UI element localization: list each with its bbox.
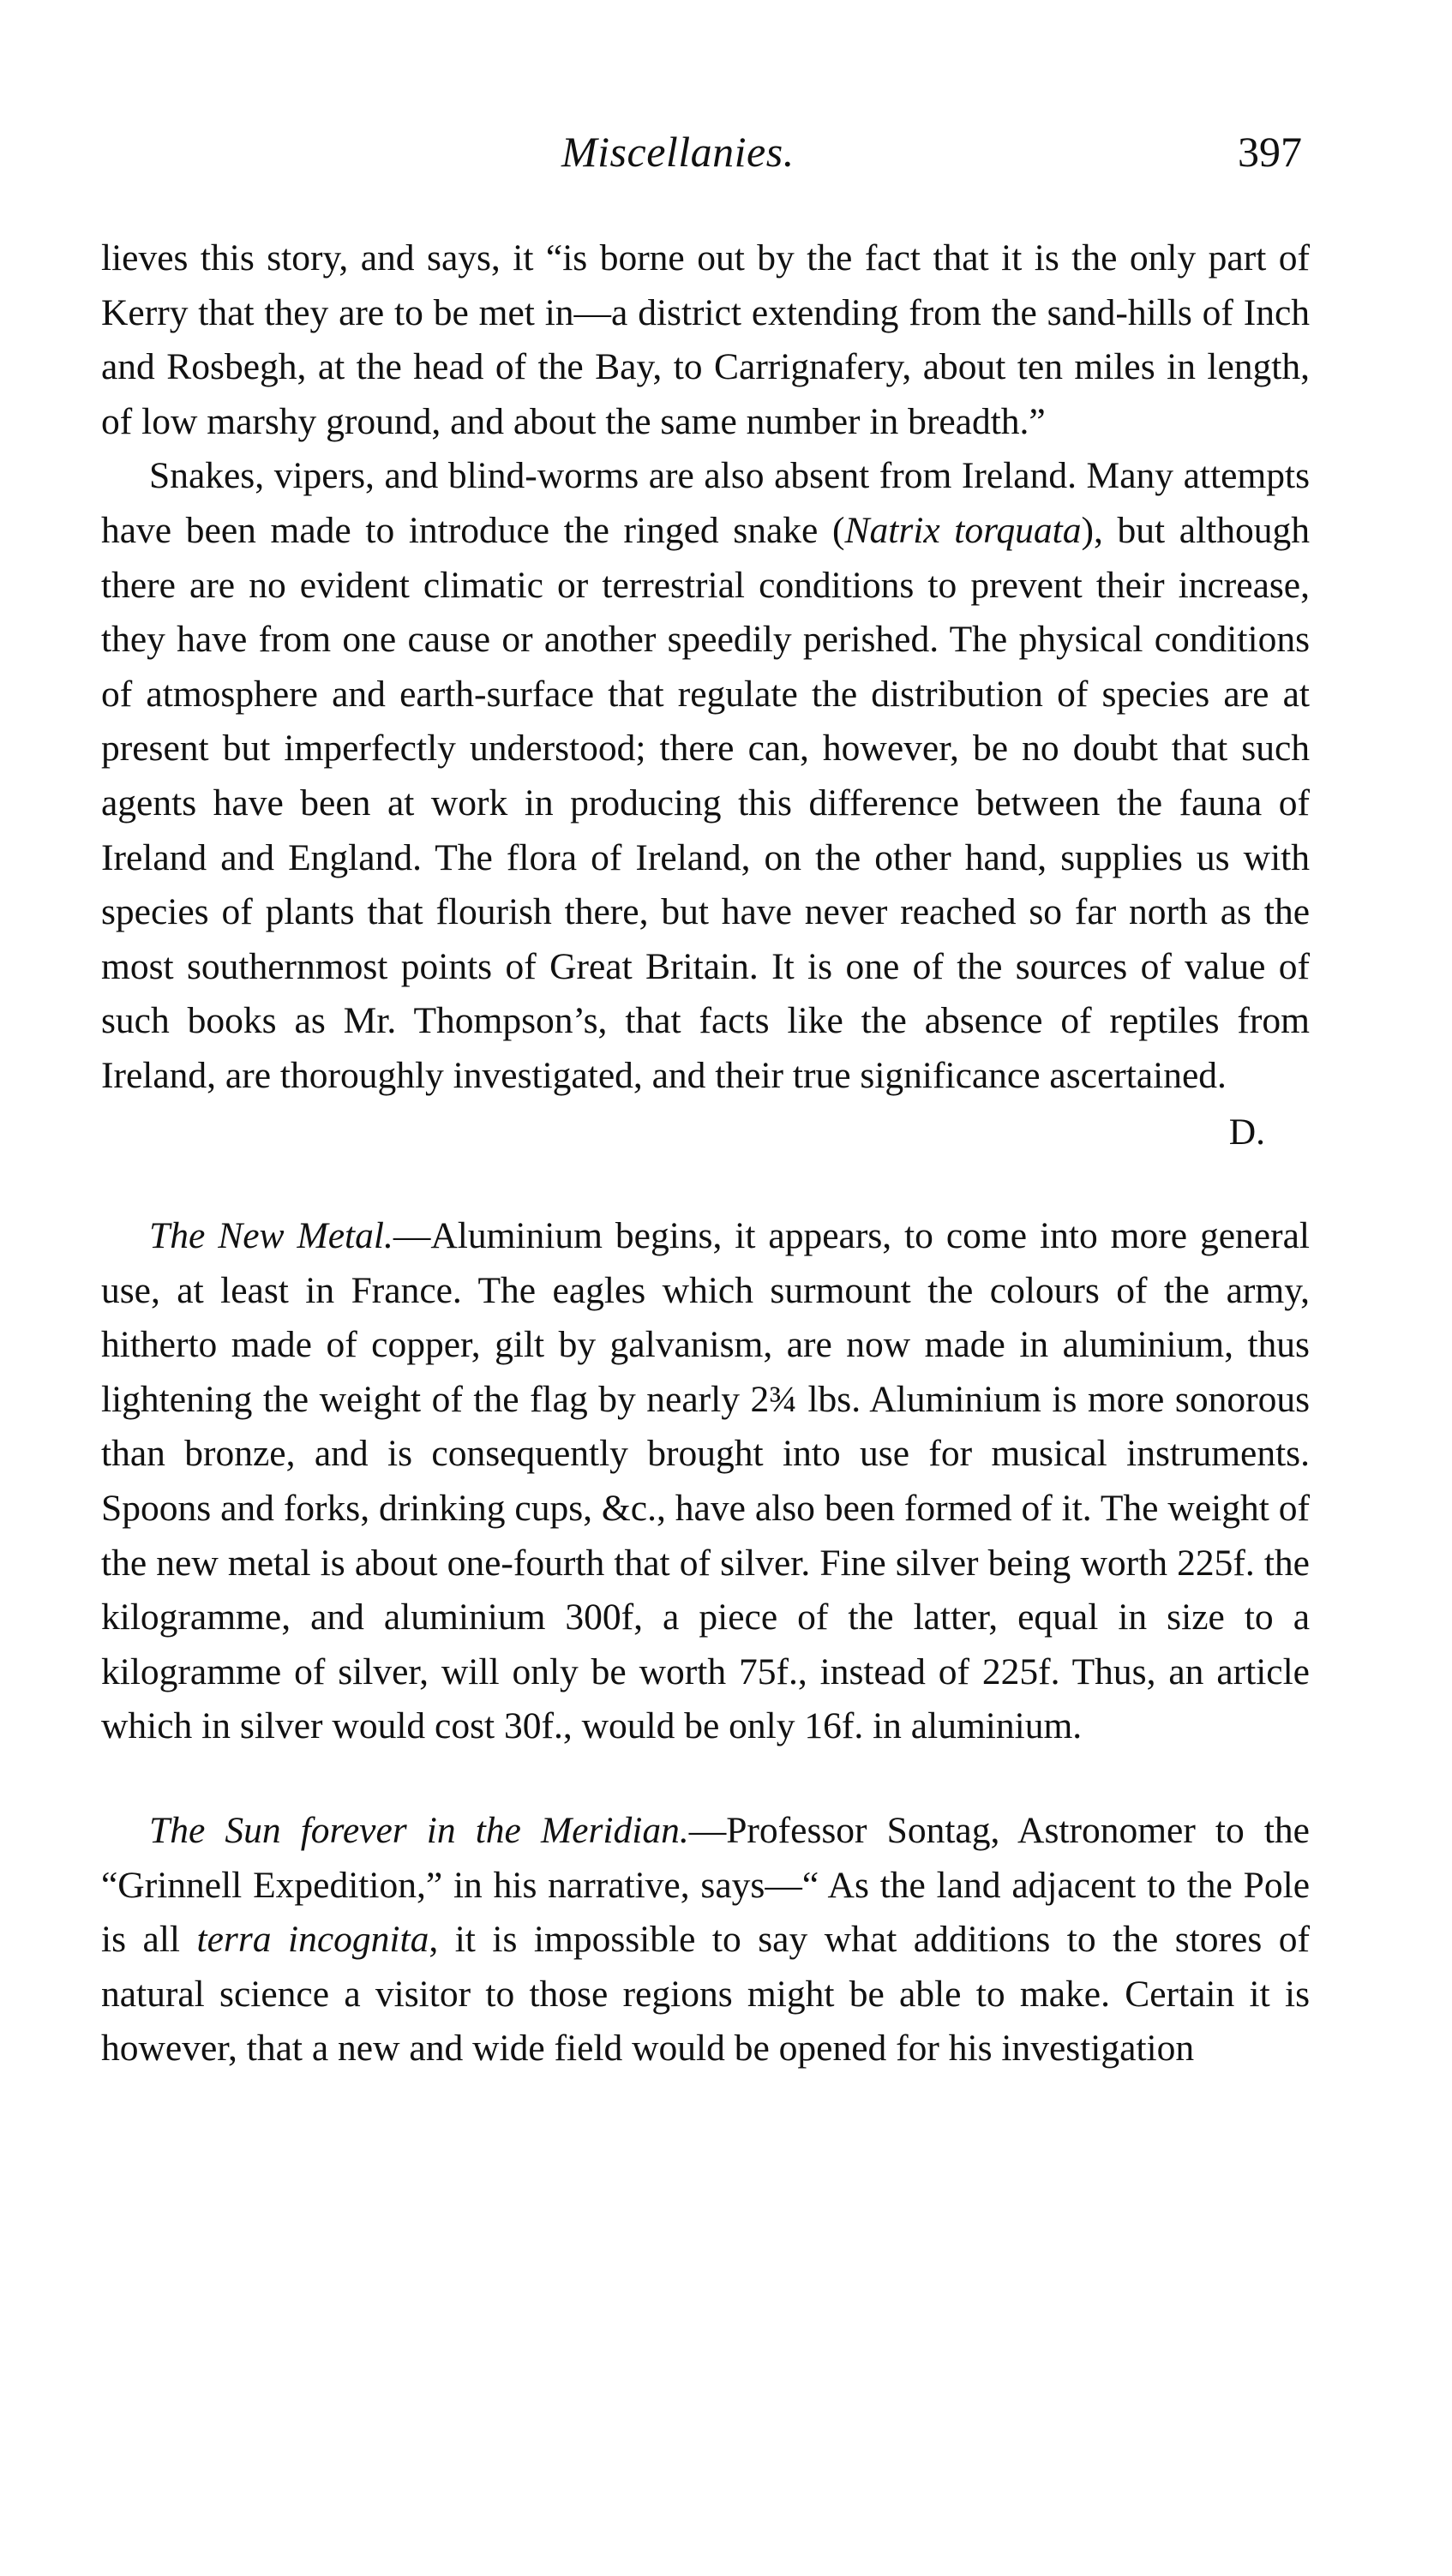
new-metal-heading: The New Metal.: [149, 1215, 393, 1257]
paragraph-new-metal: [101, 1209, 1310, 1754]
paragraph-irish-toad-story: lieves this story, and says, it “is borne out by the fact that it is the only part of Kerry that they are to be met in—a district extending from the sand-hills of Inch and Rosbegh, at the head of the Bay, to Carrignafery, about ten miles in length, of low marshy ground, and about the same number in breadth.”: [101, 237, 1310, 442]
paragraph-sun-meridian: [101, 1804, 1310, 2076]
page-number: 397: [1238, 128, 1302, 176]
running-title: Miscellanies.: [561, 128, 795, 176]
sun-meridian-heading: The Sun forever in the Meridian.: [149, 1810, 689, 1852]
latin-name-natrix: Natrix torquata: [844, 509, 1082, 551]
sun-text-1: —Professor Sontag, Astronomer to the “Grinnell Expedition,” in his narrative, says—“ As the land adjacent to the Pole is all: [101, 1810, 1310, 1961]
author-signature: D.: [1228, 1111, 1265, 1153]
paragraph-snakes-ireland: [101, 449, 1310, 1103]
snakes-text-2: ), but although there are no evident climatic or terrestrial conditions to prevent their increase, they have from one cause or another speedily perished. The physical conditions of atmosphere and earth-surface that regulate the distribution of species are at present but imperfectly understood; there can, however, be no doubt that such agents have been at work in producing this difference between the fauna of Ireland and England. The flora of Ireland, on the other hand, supplies us with species of plants that flourish there, but have never reached so far north as the most southernmost points of Great Britain. It is one of the sources of value of such books as Mr. Thompson’s, that facts like the absence of reptiles from Ireland, are thoroughly investigated, and their true significance ascertained.: [101, 509, 1310, 1096]
snakes-text-1: Snakes, vipers, and blind-worms are also absent from Ireland. Many attempts have been made to introduce the ringed snake (: [101, 455, 1310, 551]
body-text: [101, 231, 1310, 2076]
terra-incognita-term: terra incognita: [196, 1919, 429, 1961]
new-metal-text: —Aluminium begins, it appears, to come into more general use, at least in France. The eagles which surmount the colours of the army, hitherto made of copper, gilt by galvanism, are now made in aluminium, thus lightening the weight of the flag by nearly 2¾ lbs. Aluminium is more sonorous than bronze, and is consequently brought into use for musical instruments. Spoons and forks, drinking cups, &c., have also been formed of it. The weight of the new metal is about one-fourth that of silver. Fine silver being worth 225f. the kilogramme, and aluminium 300f, a piece of the latter, equal in size to a kilogramme of silver, will only be worth 75f., instead of 225f. Thus, an article which in silver would cost 30f., would be only 16f. in aluminium.: [101, 1215, 1310, 1747]
page-header: [0, 127, 1452, 187]
sun-text-2: , it is impossible to say what additions to the stores of natural science a visitor to those regions might be able to make. Certain it is however, that a new and wide field would be opened for his investigation: [101, 1919, 1310, 2070]
